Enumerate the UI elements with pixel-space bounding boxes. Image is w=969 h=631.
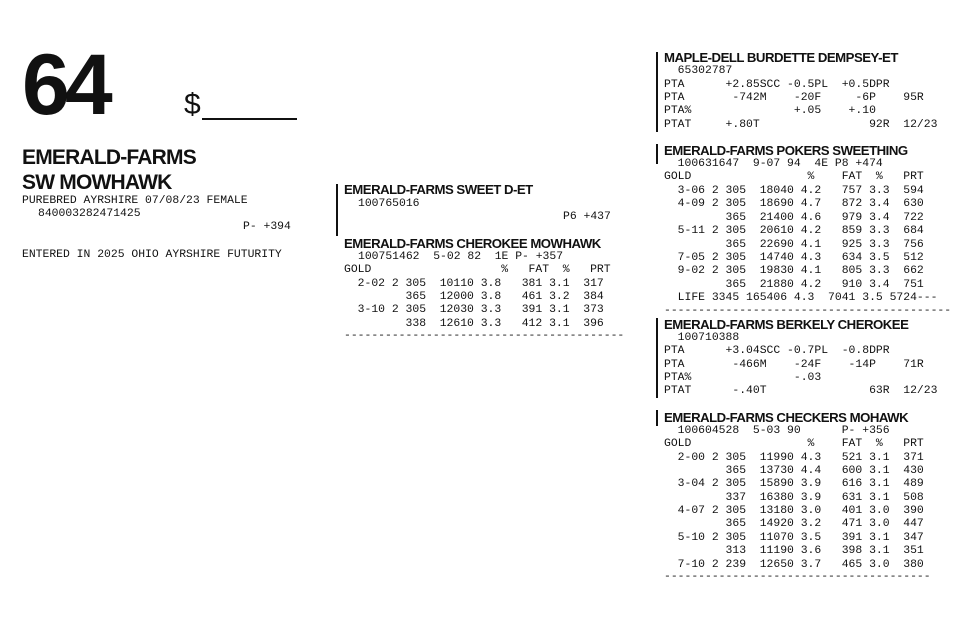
dam-of-sire-record-3: 365 21400 4.6 979 3.4 722: [664, 212, 924, 224]
sire-reg: 100765016: [358, 198, 420, 210]
price-label: $: [184, 88, 201, 121]
sire-of-sire-pta-2: PTA -742M -20F -6P 95R: [664, 92, 924, 104]
sire-bracket: [336, 184, 338, 236]
animal-reg-number: 840003282471425: [38, 208, 141, 220]
sire-of-sire-pta-1: PTA +2.85SCC -0.5PL +0.5DPR: [664, 79, 890, 91]
animal-name-line2: SW MOWHAWK: [22, 171, 172, 194]
dam-of-dam-record-6: 365 14920 3.2 471 3.0 447: [664, 518, 924, 530]
sire-of-sire-bracket: [656, 52, 658, 132]
dam-of-dam-info: 100604528 5-03 90 P- +356: [664, 425, 890, 437]
lot-number: 64: [22, 37, 108, 133]
dam-of-sire-record-5: 365 22690 4.1 925 3.3 756: [664, 239, 924, 251]
dam-of-sire-name: EMERALD-FARMS POKERS SWEETHING: [664, 143, 908, 158]
animal-breed-line: PUREBRED AYRSHIRE 07/08/23 FEMALE: [22, 195, 248, 207]
dam-of-dam-records-header: GOLD % FAT % PRT: [664, 438, 924, 450]
dam-of-dam-record-3: 3-04 2 305 15890 3.9 616 3.1 489: [664, 478, 924, 490]
dam-name: EMERALD-FARMS CHEROKEE MOWHAWK: [344, 236, 601, 251]
dam-of-dam-record-2: 365 13730 4.4 600 3.1 430: [664, 465, 924, 477]
dam-of-sire-records-header: GOLD % FAT % PRT: [664, 171, 924, 183]
sire-of-dam-bracket: [656, 318, 658, 398]
dam-of-sire-record-8: 365 21880 4.2 910 3.4 751: [664, 279, 924, 291]
animal-name-line1: EMERALD-FARMS: [22, 146, 196, 169]
sire-name: EMERALD-FARMS SWEET D-ET: [344, 182, 533, 197]
dam-of-sire-info: 100631647 9-07 94 4E P8 +474: [664, 158, 883, 170]
price-blank-line: [202, 118, 297, 120]
dam-of-dam-record-9: 7-10 2 239 12650 3.7 465 3.0 380: [664, 559, 924, 571]
sire-of-dam-pta-4: PTAT -.40T 63R 12/23: [664, 385, 938, 397]
dam-of-sire-record-6: 7-05 2 305 14740 4.3 634 3.5 512: [664, 252, 924, 264]
dam-of-dam-name: EMERALD-FARMS CHECKERS MOHAWK: [664, 410, 909, 425]
dam-dash-line: -----------------------------------------: [344, 330, 625, 342]
dam-record-4: 338 12610 3.3 412 3.1 396: [344, 318, 604, 330]
futurity-note: ENTERED IN 2025 OHIO AYRSHIRE FUTURITY: [22, 249, 282, 261]
dam-of-sire-dash-line: ------------------------------------------: [664, 305, 952, 317]
animal-ppr: P- +394: [243, 221, 291, 233]
dam-record-3: 3-10 2 305 12030 3.3 391 3.1 373: [344, 304, 604, 316]
dam-of-sire-record-4: 5-11 2 305 20610 4.2 859 3.3 684: [664, 225, 924, 237]
dam-of-sire-bracket: [656, 144, 658, 164]
sire-of-sire-pta-4: PTAT +.80T 92R 12/23: [664, 119, 938, 131]
sire-ppr: P6 +437: [563, 211, 611, 223]
sire-of-dam-pta-3: PTA% -.03: [664, 372, 822, 384]
dam-of-sire-record-7: 9-02 2 305 19830 4.1 805 3.3 662: [664, 265, 924, 277]
dam-record-2: 365 12000 3.8 461 3.2 384: [344, 291, 604, 303]
dam-of-dam-record-7: 5-10 2 305 11070 3.5 391 3.1 347: [664, 532, 924, 544]
sire-of-dam-name: EMERALD-FARMS BERKELY CHEROKEE: [664, 317, 909, 332]
sire-of-dam-reg: 100710388: [664, 332, 740, 344]
sire-of-sire-pta-3: PTA% +.05 +.10: [664, 105, 876, 117]
dam-of-dam-dash-line: ---------------------------------------: [664, 571, 931, 583]
dam-of-sire-record-1: 3-06 2 305 18040 4.2 757 3.3 594: [664, 185, 924, 197]
dam-info: 100751462 5-02 82 1E P- +357: [358, 251, 564, 263]
dam-of-sire-lifetime: LIFE 3345 165406 4.3 7041 3.5 5724---: [664, 292, 938, 304]
dam-of-dam-record-1: 2-00 2 305 11990 4.3 521 3.1 371: [664, 452, 924, 464]
dam-of-dam-record-8: 313 11190 3.6 398 3.1 351: [664, 545, 924, 557]
dam-of-dam-record-4: 337 16380 3.9 631 3.1 508: [664, 492, 924, 504]
sire-of-sire-reg: 65302787: [664, 65, 733, 77]
dam-of-dam-bracket: [656, 410, 658, 426]
dam-records-header: GOLD % FAT % PRT: [344, 264, 611, 276]
sire-of-dam-pta-2: PTA -466M -24F -14P 71R: [664, 359, 924, 371]
dam-of-dam-record-5: 4-07 2 305 13180 3.0 401 3.0 390: [664, 505, 924, 517]
dam-record-1: 2-02 2 305 10110 3.8 381 3.1 317: [344, 278, 604, 290]
sire-of-dam-pta-1: PTA +3.04SCC -0.7PL -0.8DPR: [664, 345, 890, 357]
dam-of-sire-record-2: 4-09 2 305 18690 4.7 872 3.4 630: [664, 198, 924, 210]
sire-of-sire-name: MAPLE-DELL BURDETTE DEMPSEY-ET: [664, 50, 898, 65]
